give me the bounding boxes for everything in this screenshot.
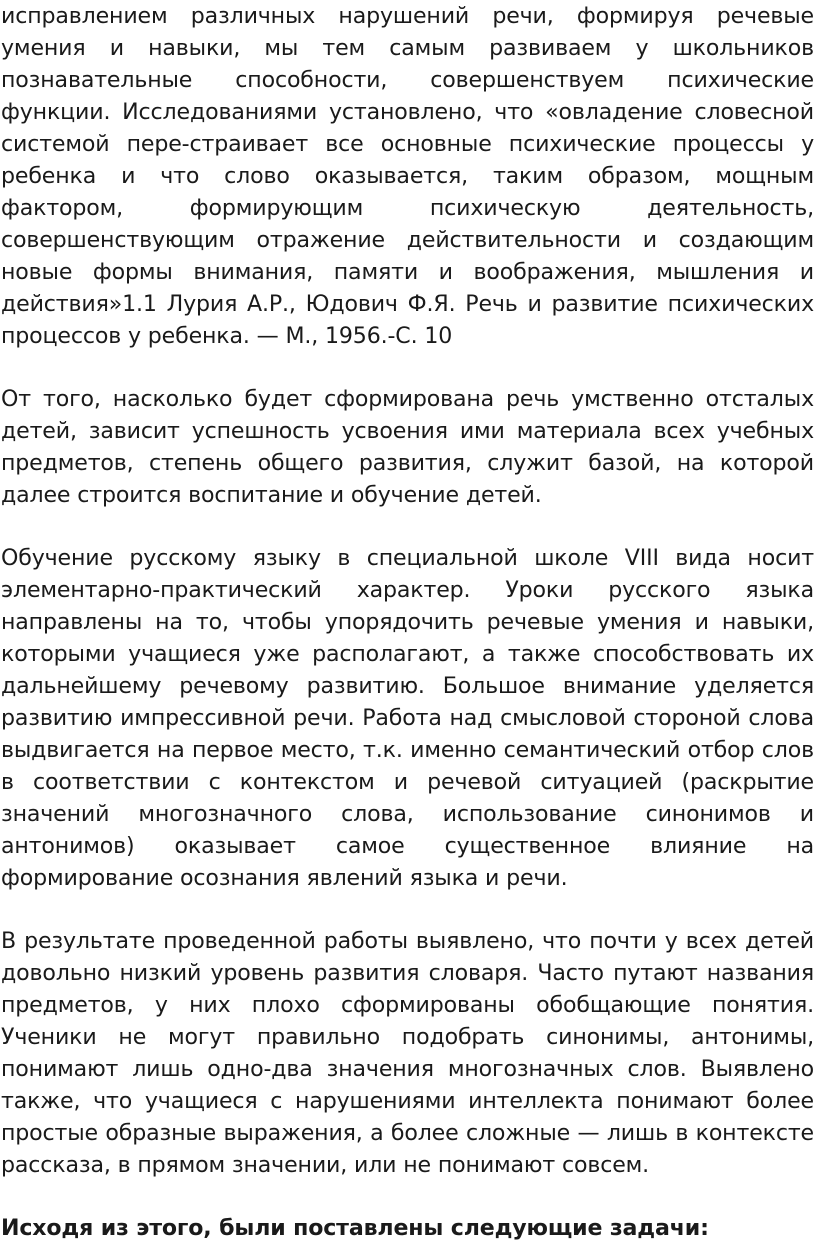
- paragraph-2: От того, насколько будет сформирована речь умственно отсталых детей, зависит успешность усвоения ими материала всех учебных предметов, степень общего развития, служит базой, на которой далее строится воспитание и обучение детей.: [1, 386, 814, 508]
- section-heading: Исходя из этого, были поставлены следующие задачи:: [1, 1215, 709, 1241]
- paragraph-3: Обучение русскому языку в специальной школе VIII вида носит элементарно-практический характер. Уроки русского языка направлены на то, чтобы упорядочить речевые умения и навыки, которыми учащиеся уже располагают, а также способствовать их дальнейшему речевому развитию. Большое внимание уделяется развитию импрессивной речи. Работа над смысловой стороной слова выдвигается на первое место, т.к. именно семантический отбор слов в соответствии с контекстом и речевой ситуацией (раскрытие значений многозначного слова, использование синонимов и антонимов) оказывает самое существенное влияние на формирование осознания явлений языка и речи.: [1, 545, 814, 891]
- paragraph-4: В результате проведенной работы выявлено, что почти у всех детей довольно низкий уровень развития словаря. Часто путают названия предметов, у них плохо сформированы обобщающие понятия. Ученики не могут правильно подобрать синонимы, антонимы, понимают лишь одно-два значения многозначных слов. Выявлено также, что учащиеся с нарушениями интеллекта понимают более простые образные выражения, а более сложные — лишь в контексте рассказа, в прямом значении, или не понимают совсем.: [1, 928, 814, 1178]
- paragraph-1: исправлением различных нарушений речи, формируя речевые умения и навыки, мы тем самым развиваем у школьников познавательные способности, совершенствуем психические функции. Исследованиями установлено, что «овладение словесной системой пере-страивает все основные психические процессы у ребенка и что слово оказывается, таким образом, мощным фактором, формирующим психическую деятельность, совершенствующим отражение действительности и создающим новые формы внимания, памяти и воображения, мышления и действия»1.1 Лурия А.Р., Юдович Ф.Я. Речь и развитие психических процессов у ребенка. — М., 1956.-С. 10: [1, 3, 814, 349]
